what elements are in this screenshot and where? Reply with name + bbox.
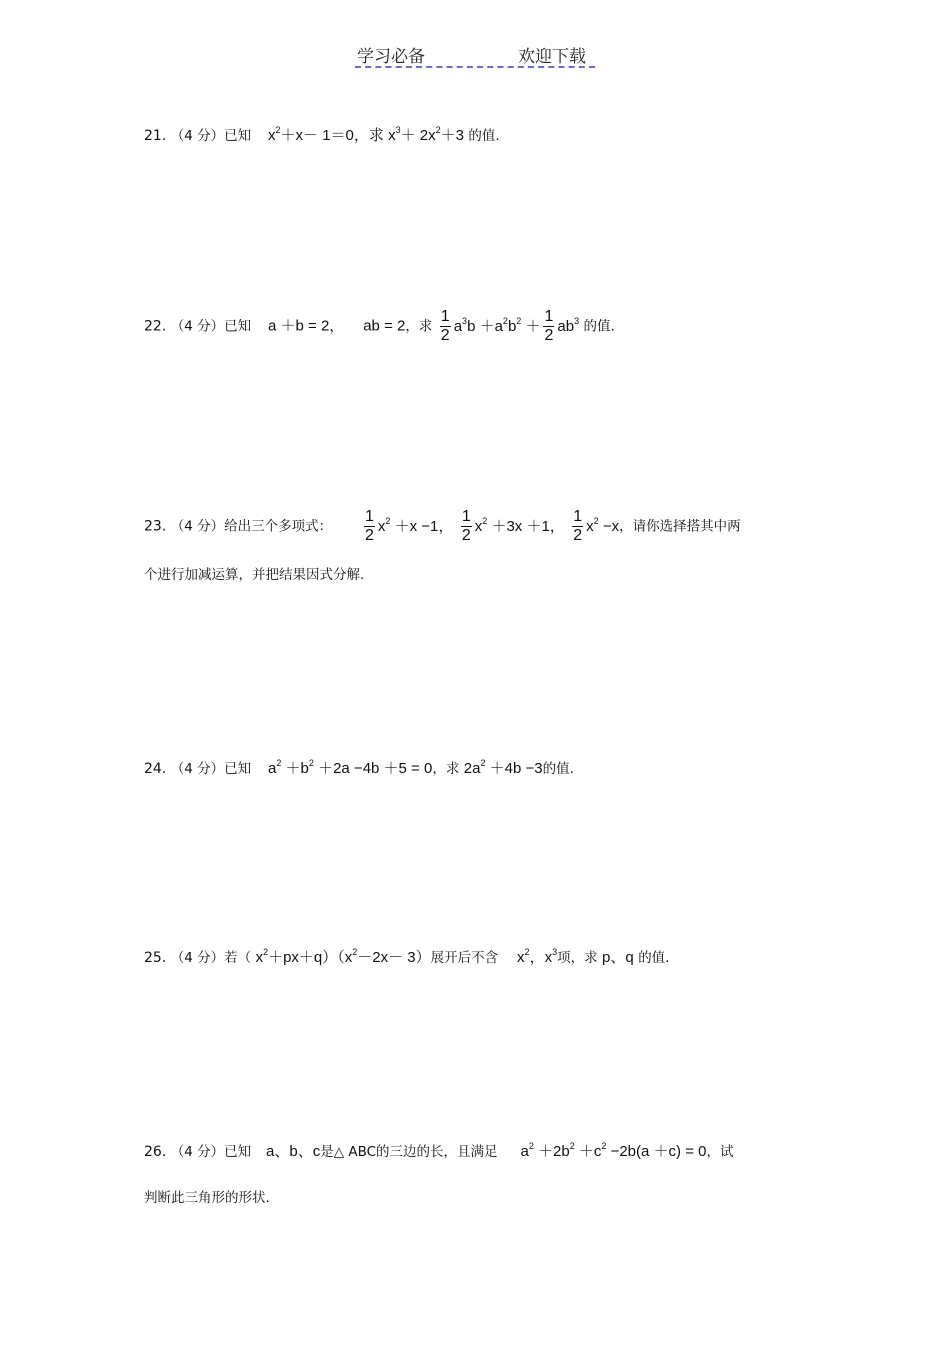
q23-poly-2: $x^2 +3x +1$， <box>474 515 565 535</box>
q23-poly-3: $x^2 -x$ <box>586 515 620 535</box>
q24-known: 已知 <box>224 761 252 777</box>
q22-condition-2: ab = 2 <box>363 317 406 335</box>
q23-number: 23. <box>144 518 167 535</box>
q24-points: （4 分） <box>170 761 225 777</box>
q22-term-1: $a^3b +a^2b^2$ ＋ <box>453 315 541 335</box>
q25-ask: 项，求 <box>557 950 598 966</box>
q26-mid: 是△ ABC的三边的长，且满足 <box>320 1144 498 1160</box>
q24-condition: $a^2 +b^2 +2a -4b +5 = 0$ <box>268 758 433 777</box>
q23-poly-1: $x^2 +x -1$， <box>377 515 454 535</box>
header-left-text: 学习必备 <box>357 47 425 67</box>
q25-number: 25. <box>144 950 167 966</box>
q23-points: （4 分） <box>170 518 225 535</box>
q23-give: 给出三个多项式： <box>224 518 333 535</box>
question-26 <box>144 1140 733 1161</box>
q22-condition-1: a ＋b = 2， <box>268 317 345 335</box>
question-26-line-2 <box>144 1186 270 1206</box>
q25-unknowns: p、q <box>602 949 634 966</box>
page-header <box>355 40 595 68</box>
q25-points: （4 分） <box>170 950 225 966</box>
q22-number: 22. <box>144 318 167 335</box>
q25-tail: 的值. <box>638 950 670 966</box>
q24-tail: 的值. <box>542 761 574 777</box>
q26-known: 已知 <box>224 1144 252 1160</box>
q26-points: （4 分） <box>170 1144 225 1160</box>
question-23-line-2 <box>144 563 364 583</box>
question-21 <box>144 124 500 145</box>
q23-tail: ，请你选择搭其中两 <box>619 518 741 535</box>
q22-fraction-2: $\frac{1}{2}$ <box>544 308 554 344</box>
q23-poly-1-fraction: $\frac{1}{2}$ <box>365 508 374 544</box>
q23-line-2-text: 个进行加减运算，并把结果因式分解. <box>144 567 365 583</box>
q22-term-2: $ab^3$ <box>557 315 580 335</box>
q26-condition: $a^2 +2b^2 +c^2 -2b(a +c) = 0$ <box>520 1141 707 1160</box>
q23-poly-3-fraction: $\frac{1}{2}$ <box>573 508 583 544</box>
q21-known: 已知 <box>224 128 252 144</box>
question-24 <box>144 757 574 778</box>
q26-line-2-text: 判断此三角形的形状. <box>144 1190 270 1206</box>
q22-points: （4 分） <box>170 318 225 335</box>
q21-points: （4 分） <box>170 128 225 144</box>
q26-sides: a、b、c <box>266 1143 321 1160</box>
q22-ask: ，求 <box>405 318 433 335</box>
q21-tail: 的值. <box>468 128 500 144</box>
header-right-text: 欢迎下载 <box>518 47 586 67</box>
q24-ask: ，求 <box>432 761 460 777</box>
q25-mid: 展开后不含 <box>430 950 499 966</box>
question-22 <box>144 308 615 345</box>
q26-number: 26. <box>144 1144 167 1160</box>
q24-number: 24. <box>144 761 167 777</box>
q25-terms: $x^2$，$x^3$ <box>517 947 558 966</box>
q25-expression: $x^2+px+q)(x^2-2x- 3)$ <box>255 947 431 966</box>
q22-known: 已知 <box>224 318 252 335</box>
question-25 <box>144 946 669 967</box>
q21-number: 21. <box>144 128 167 144</box>
q26-tail: ，试 <box>706 1144 734 1160</box>
q24-target: $2a^2 +4b -3$ <box>463 758 543 777</box>
q22-fraction-1: $\frac{1}{2}$ <box>440 308 450 344</box>
question-23 <box>144 508 741 545</box>
q25-if: 若（ <box>224 950 252 966</box>
q21-expr-1: $x^2+x- 1=0$，求 $x^3+ 2x^2+3$ <box>268 125 464 144</box>
q23-poly-2-fraction: $\frac{1}{2}$ <box>461 508 471 544</box>
q22-tail: 的值. <box>583 318 615 335</box>
